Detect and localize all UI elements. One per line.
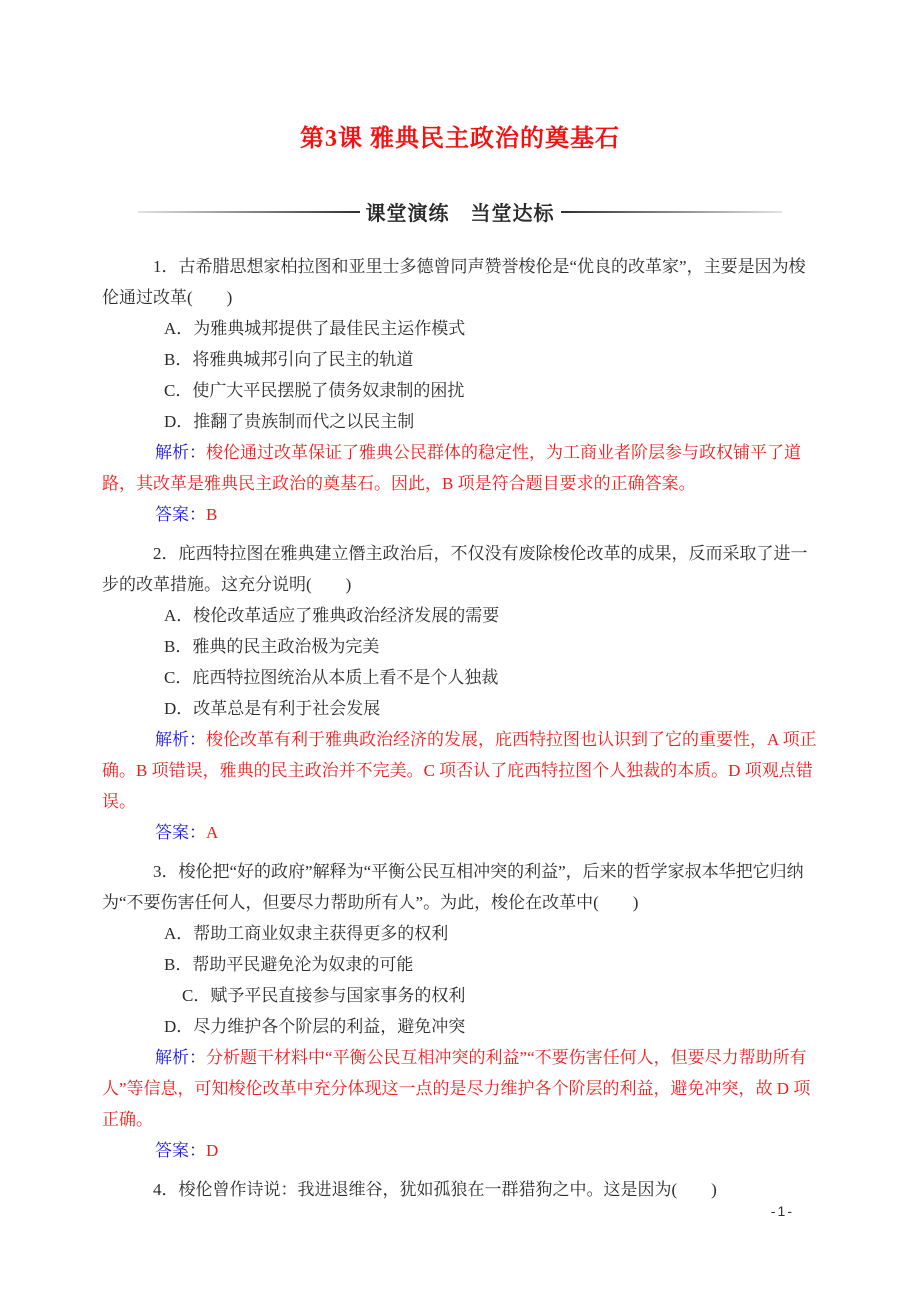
question-2-answer [102, 817, 818, 848]
analysis-text: 梭伦改革有利于雅典政治经济的发展，庇西特拉图也认识到了它的重要性，A 项正确。B 项错误，雅典的民主政治并不完美。C 项否认了庇西特拉图个人独裁的本质。D 项观点错误。 [102, 730, 817, 811]
question-list [102, 251, 818, 1205]
answer-value: A [206, 823, 219, 842]
answer-value: B [206, 505, 218, 524]
analysis-label: 解析： [155, 443, 206, 462]
question-1-option-b: B．将雅典城邦引向了民主的轨道 [164, 350, 414, 369]
question-2-analysis [102, 724, 818, 817]
question-1-stem: 1．古希腊思想家柏拉图和亚里士多德曾同声赞誉梭伦是“优良的改革家”，主要是因为梭伦通过改革( ) [102, 257, 806, 307]
page-title: 第3课 雅典民主政治的奠基石 [300, 126, 620, 152]
analysis-label: 解析： [155, 1048, 206, 1067]
question-3-stem: 3．梭伦把“好的政府”解释为“平衡公民互相冲突的利益”，后来的哲学家叔本华把它归纳为“不要伤害任何人，但要尽力帮助所有人”。为此，梭伦在改革中( ) [102, 862, 804, 912]
question-2 [102, 538, 818, 848]
question-3-option-b: B．帮助平民避免沦为奴隶的可能 [164, 955, 414, 974]
question-2-option-d: D．改革总是有利于社会发展 [164, 699, 381, 718]
question-3 [102, 856, 818, 1166]
divider-line-right [561, 211, 783, 213]
question-3-answer [102, 1135, 818, 1166]
question-1-option-c: C．使广大平民摆脱了债务奴隶制的困扰 [164, 381, 465, 400]
question-3-option-a: A．帮助工商业奴隶主获得更多的权利 [164, 924, 449, 943]
analysis-label: 解析： [155, 730, 206, 749]
question-1-option-a: A．为雅典城邦提供了最佳民主运作模式 [164, 319, 466, 338]
question-1-answer [102, 499, 818, 530]
question-2-option-c: C．庇西特拉图统治从本质上看不是个人独裁 [164, 668, 499, 687]
question-2-option-b: B．雅典的民主政治极为完美 [164, 637, 380, 656]
divider-line-left [138, 211, 360, 213]
question-4 [102, 1174, 818, 1205]
analysis-text: 分析题干材料中“平衡公民互相冲突的利益”“不要伤害任何人，但要尽力帮助所有人”等信息，可知梭伦改革中充分体现这一点的是尽力维护各个阶层的利益，避免冲突，故 D 项正确。 [102, 1048, 811, 1129]
page-number: -1- [770, 1203, 794, 1219]
question-3-option-c: C．赋予平民直接参与国家事务的权利 [182, 986, 466, 1005]
section-header-label: 课堂演练 当堂达标 [365, 203, 555, 225]
answer-label: 答案： [155, 505, 206, 524]
section-header [138, 197, 782, 226]
analysis-text: 梭伦通过改革保证了雅典公民群体的稳定性，为工商业者阶层参与政权铺平了道路，其改革是雅典民主政治的奠基石。因此，B 项是符合题目要求的正确答案。 [102, 443, 801, 493]
question-3-analysis [102, 1042, 818, 1135]
question-1-analysis [102, 437, 818, 499]
question-3-option-d: D．尽力维护各个阶层的利益，避免冲突 [164, 1017, 466, 1036]
question-2-option-a: A．梭伦改革适应了雅典政治经济发展的需要 [164, 606, 500, 625]
answer-label: 答案： [155, 1141, 206, 1160]
answer-label: 答案： [155, 823, 206, 842]
question-4-stem: 4．梭伦曾作诗说：我进退维谷，犹如孤狼在一群猎狗之中。这是因为( ) [153, 1180, 717, 1199]
answer-value: D [206, 1141, 219, 1160]
question-1 [102, 251, 818, 530]
question-2-stem: 2．庇西特拉图在雅典建立僭主政治后，不仅没有废除梭伦改革的成果，反而采取了进一步的改革措施。这充分说明( ) [102, 544, 808, 594]
question-1-option-d: D．推翻了贵族制而代之以民主制 [164, 412, 415, 431]
